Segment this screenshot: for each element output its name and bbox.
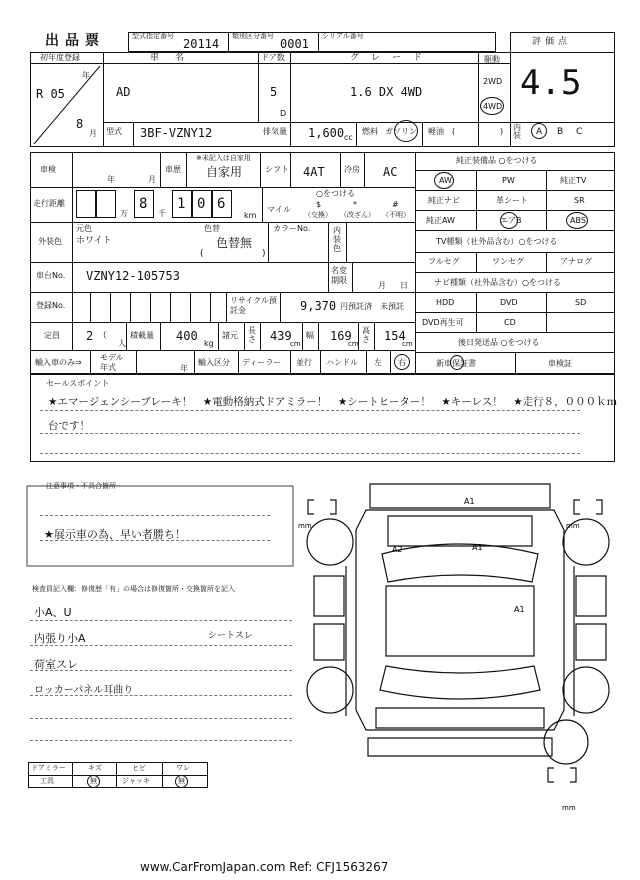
length: 439 <box>270 329 292 343</box>
width-cm: cm <box>348 340 359 348</box>
car-damage-diagram <box>290 476 630 816</box>
tire-unit-fl: mm <box>298 522 312 530</box>
era-year: R 05 <box>36 87 65 101</box>
diesel-bracket-close: ) <box>500 127 504 136</box>
grade-label: グレード <box>350 53 435 63</box>
import-year: 年 <box>180 364 188 373</box>
drive-4wd: 4WD <box>483 102 503 111</box>
mileage-digits <box>76 190 236 220</box>
exchange-sym: $ <box>316 200 322 209</box>
unknown-sym: # <box>392 200 399 209</box>
serial-label: シリアル番号 <box>322 32 364 40</box>
first-reg-label: 初年度登録 <box>40 53 80 62</box>
reg-label: 登録No. <box>36 301 66 310</box>
year-label: 年 <box>82 71 90 80</box>
model-label: 型式 <box>106 127 122 136</box>
inspector-line-2: 内張り小A <box>34 632 86 645</box>
mileage-digit-5: 0 <box>197 196 206 212</box>
acc-jack-circle <box>175 775 188 788</box>
chassis: VZNY12-105753 <box>86 269 180 283</box>
acc-jack-value: 無 <box>178 777 185 785</box>
mileage-digit-3: 8 <box>139 196 148 212</box>
factory-sr: SR <box>574 196 585 205</box>
name-change-month: 月 <box>378 281 386 290</box>
acc-tools-label: 工具 <box>40 777 54 785</box>
height: 154 <box>384 329 406 343</box>
color-bracket-open: ( <box>200 249 204 259</box>
navi-sd: SD <box>575 298 587 307</box>
acc-tools-value: 無 <box>90 777 97 785</box>
score-value: 4.5 <box>520 63 582 103</box>
factory-abs-circle <box>566 212 588 229</box>
orig-color-label: 元色 <box>76 224 92 233</box>
score-label: 評価点 <box>532 37 572 47</box>
factory-pw: PW <box>502 176 515 185</box>
handle-right-circle <box>394 354 410 370</box>
reg-month: 8 <box>76 117 84 131</box>
capacity-unit: 人 <box>118 339 126 348</box>
unknown-option: （不明） <box>382 211 410 219</box>
later-warranty: 新車保証書 <box>436 359 476 368</box>
sales-label: セールスポイント <box>46 379 110 388</box>
mileage-digit-4: 1 <box>177 196 186 212</box>
tamper-option: （改ざん） <box>340 211 375 219</box>
acc-header-mirror: ドアミラー <box>31 764 66 772</box>
km-unit: km <box>244 211 257 220</box>
mile-option: マイル <box>267 205 291 214</box>
history-label: 車歴 <box>165 165 181 174</box>
import-type-label: 輸入区分 <box>198 358 230 367</box>
class-no: 0001 <box>280 37 309 51</box>
recycle-unpaid: 未預託 <box>380 302 404 311</box>
load: 400 <box>176 329 198 343</box>
inspection-month: 月 <box>148 175 156 184</box>
sales-box <box>30 374 618 462</box>
interior-b: B <box>557 127 564 137</box>
mileage-digit-6: 6 <box>217 196 226 212</box>
doors-label: ドア数 <box>261 53 285 62</box>
ac: AC <box>383 165 398 179</box>
handle-label: ハンドル <box>326 358 358 367</box>
drive-2wd: 2WD <box>483 77 503 86</box>
factory-tv: 純正TV <box>560 176 587 185</box>
car-name: AD <box>116 85 131 99</box>
interior-c: C <box>576 127 583 137</box>
import-label: 輸入車のみ⇒ <box>35 358 82 367</box>
inspection-year: 年 <box>107 175 115 184</box>
acc-tools-circle <box>87 775 100 788</box>
capacity: 2 <box>86 329 94 343</box>
factory-label: 純正装備品 ○をつける <box>456 156 538 165</box>
interior-a: A <box>536 127 543 137</box>
tv-analog: アナログ <box>560 257 592 266</box>
parallel-option: 並行 <box>296 358 312 367</box>
navi-label: ナビ種類（社外品含む）○をつける <box>434 278 561 287</box>
factory-navi: 純正ナビ <box>428 196 460 205</box>
name-change-label: 名変期限 <box>331 266 347 285</box>
tamper-sym: * <box>353 200 357 209</box>
diagram-mark-a1-roof: A1 <box>472 543 483 552</box>
drive-label: 駆動 <box>484 55 500 64</box>
notes-label: 注意事項・不具合箇所 <box>46 482 116 490</box>
name-change-day: 日 <box>400 281 408 290</box>
footer-ref: www.CarFromJapan.com Ref: CFJ1563267 <box>140 860 389 874</box>
doors: 5 <box>270 85 278 99</box>
later-label: 後日発送品 ○をつける <box>458 338 540 347</box>
height-label: 高さ <box>362 326 370 344</box>
diagram-mark-a1-side: A1 <box>514 605 525 614</box>
man-unit: 万 <box>120 209 128 218</box>
history-note: ※未記入は自家用 <box>196 154 251 162</box>
mileage-note: ○をつける <box>316 189 355 198</box>
factory-leather: 革シート <box>496 196 528 205</box>
fuel-circle <box>394 120 418 142</box>
handle-right: 右 <box>398 358 406 367</box>
recycle-status: 円預託済 <box>340 302 372 311</box>
exchange-option: （交換） <box>304 211 332 219</box>
factory-aw2: 純正AW <box>426 216 455 225</box>
type-no: 20114 <box>183 37 220 51</box>
height-cm: cm <box>402 340 413 348</box>
displacement: 1,600 <box>308 126 345 140</box>
tv-full: フルセグ <box>428 257 460 266</box>
inspection-label: 車検 <box>40 165 56 174</box>
fuel-label: 燃料 <box>362 127 378 136</box>
factory-aw: AW <box>439 176 452 185</box>
navi-dvd: DVD <box>500 298 518 307</box>
factory-airbag-circle <box>500 212 518 229</box>
later-inspection: 車検証 <box>548 359 572 368</box>
color-label: 外装色 <box>38 237 62 246</box>
length-label: 長さ <box>248 326 256 344</box>
inspector-line-3: 荷室スレ <box>34 658 78 671</box>
capacity-label: 定員 <box>44 331 60 340</box>
factory-airbag: エアB <box>500 216 522 225</box>
sales-line-2: 台です！ <box>48 420 90 432</box>
navi-dvd-play: DVD再生可 <box>422 318 464 327</box>
acc-header-break: ワレ <box>176 764 190 772</box>
load-label: 積載量 <box>130 331 154 340</box>
length-cm: cm <box>290 340 301 348</box>
color-change: 色替無 <box>216 236 253 250</box>
drive-4wd-circle <box>480 97 504 115</box>
width-label: 幅 <box>306 331 314 340</box>
inspector-label: 検査員記入欄：修復歴「有」の場合は修復箇所・交換箇所を記入 <box>32 585 235 593</box>
capacity-paren: （ <box>98 331 108 341</box>
interior-a-circle <box>531 123 547 139</box>
grade: 1.6 DX 4WD <box>350 85 423 99</box>
kg-unit: kg <box>204 339 214 348</box>
acc-header-scratch: キズ <box>88 764 102 772</box>
color-no-label: カラーNo. <box>273 224 311 233</box>
navi-hdd: HDD <box>436 298 455 307</box>
diagram-mark-a1-front: A1 <box>464 497 475 506</box>
page-title: 出品票 <box>45 33 105 49</box>
factory-abs: ABS <box>570 216 586 225</box>
navi-cd: CD <box>504 318 516 327</box>
diesel-label: 軽油 <box>428 127 444 136</box>
history: 自家用 <box>206 165 243 179</box>
notes-text: ★展示車の為、早い者勝ち！ <box>44 528 186 541</box>
dealer-option: ディーラー <box>242 358 282 367</box>
tire-unit-spare: mm <box>562 804 576 812</box>
color-bracket-close: ) <box>262 249 266 259</box>
inspector-extra: シートスレ <box>208 631 253 641</box>
diesel-bracket-open: ( <box>452 127 456 136</box>
handle-left: 左 <box>374 358 382 367</box>
inspector-line-4: ロッカーパネル耳曲り <box>34 685 134 696</box>
recycle-label: リサイクル預託金 <box>230 296 277 315</box>
acc-jack-label: ジャッキ <box>122 777 150 785</box>
sen-unit: 千 <box>158 209 166 218</box>
month-label: 月 <box>89 129 97 138</box>
model-year-label: モデル年式 <box>100 353 124 372</box>
orig-color: ホワイト <box>76 236 112 246</box>
tv-label: TV種類（社外品含む）○をつける <box>436 237 558 246</box>
shift-label: シフト <box>265 165 289 174</box>
model: 3BF-VZNY12 <box>140 126 213 140</box>
later-warranty-circle <box>450 355 464 370</box>
chassis-label: 車台No. <box>36 271 66 280</box>
color-change-label: 色替 <box>204 224 220 233</box>
interior-label: 内装 <box>513 123 521 140</box>
factory-aw-circle <box>434 172 454 189</box>
type-no-label: 型式指定番号 <box>132 32 174 40</box>
diagram-mark-a2: A2 <box>392 545 403 554</box>
acc-header-crack: ヒビ <box>132 764 146 772</box>
interior-color-label: 内装色 <box>333 226 341 253</box>
cc-unit: cc <box>344 133 353 142</box>
inspector-line-1: 小A、U <box>34 606 72 619</box>
dims-label: 諸元 <box>222 331 238 340</box>
door-suffix: D <box>280 109 287 118</box>
ac-label: 冷房 <box>344 165 360 174</box>
recycle: 9,370 <box>300 299 337 313</box>
displacement-label: 排気量 <box>263 127 287 136</box>
mileage-label: 走行距離 <box>33 199 65 208</box>
shift: 4AT <box>303 165 325 179</box>
width: 169 <box>330 329 352 343</box>
sales-line-1: ★エマージェンシーブレーキ！ ★電動格納式ドアミラー！ ★シートヒーター！ ★キーレス！ ★走行８，０００ｋｍ <box>48 396 618 408</box>
tv-one: ワンセグ <box>492 257 524 266</box>
tire-unit-fr: mm <box>566 522 580 530</box>
car-name-label: 車名 <box>150 53 201 63</box>
fuel-gasoline: ガソリン <box>385 127 417 136</box>
class-no-label: 類別区分番号 <box>232 32 274 40</box>
